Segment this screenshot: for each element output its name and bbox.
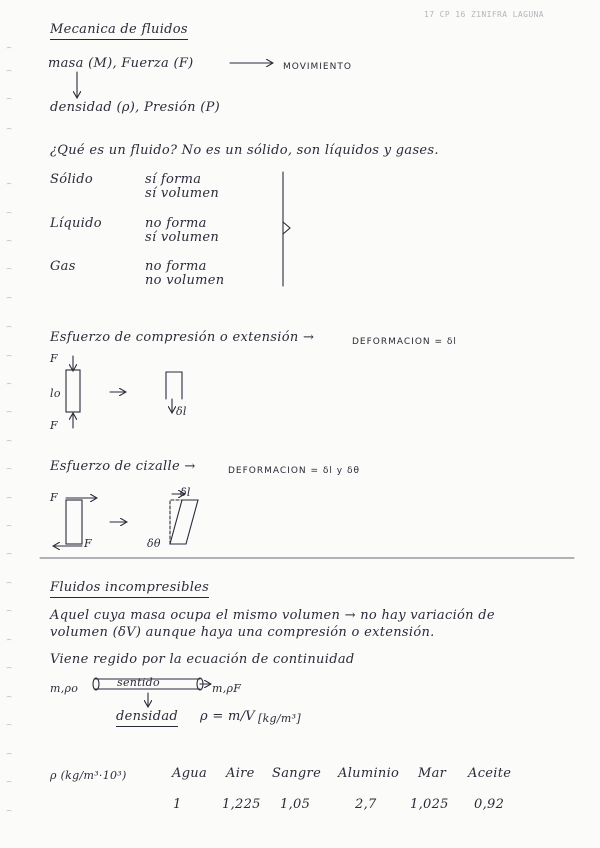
continuity-text: Viene regido por la ecuación de continuidad: [50, 652, 355, 667]
delta-l-label: δl: [180, 486, 191, 499]
table-cell: 0,92: [474, 797, 505, 812]
state-property: no forma: [145, 259, 207, 274]
table-column-header: Aceite: [468, 766, 512, 781]
bracket-tip: [283, 222, 290, 234]
density-formula: ρ = m/V: [200, 709, 255, 724]
density-pressure-text: densidad (ρ), Presión (P): [50, 100, 220, 115]
state-property: sí forma: [145, 172, 202, 187]
mass-force-text: masa (M), Fuerza (F): [48, 56, 194, 71]
page-reference: 17 CP 16 Z1NIFRA LAGUNA: [424, 10, 544, 19]
shear-heading: Esfuerzo de cizalle →: [50, 459, 196, 474]
mass-out-label: m,ρF: [212, 682, 242, 695]
incompressible-text: Aquel cuya masa ocupa el mismo volumen → no hay variación de: [50, 608, 495, 623]
table-cell: 1,025: [410, 797, 449, 812]
table-cell: 1,225: [222, 797, 261, 812]
shear-block: [66, 500, 82, 544]
force-label: F: [50, 419, 58, 432]
movement-label: MOVIMIENTO: [283, 62, 352, 72]
mass-in-label: m,ρo: [50, 682, 79, 695]
compression-heading: Esfuerzo de compresión o extensión →: [50, 330, 315, 345]
state-property: no forma: [145, 216, 207, 231]
state-property: no volumen: [145, 273, 225, 288]
tube-direction-label: sentido: [117, 676, 160, 689]
compression-deformation: DEFORMACION = δl: [352, 337, 457, 347]
page-title: Mecanica de fluidos: [50, 22, 188, 40]
shear-deformation: DEFORMACION = δl y δθ: [228, 466, 360, 476]
state-property: sí volumen: [145, 230, 220, 245]
state-property: sí volumen: [145, 186, 220, 201]
force-label: F: [84, 537, 92, 550]
force-label: F: [50, 352, 58, 365]
table-column-header: Aluminio: [338, 766, 400, 781]
state-name: Gas: [50, 259, 76, 274]
state-name: Sólido: [50, 172, 93, 187]
force-label: F: [50, 491, 58, 504]
compressed-block: [166, 372, 182, 399]
table-column-header: Mar: [418, 766, 447, 781]
sheared-block: [170, 500, 198, 544]
density-table-label: ρ (kg/m³·10³): [50, 769, 127, 782]
delta-theta-label: δθ: [147, 537, 161, 550]
table-column-header: Aire: [226, 766, 255, 781]
table-cell: 1,05: [280, 797, 311, 812]
state-name: Líquido: [50, 216, 102, 231]
compression-block: [66, 370, 80, 412]
fluid-question: ¿Qué es un fluido? No es un sólido, son líquidos y gases.: [50, 143, 439, 158]
density-units: [kg/m³]: [258, 712, 301, 725]
delta-l-label: δl: [176, 405, 187, 418]
density-word: densidad: [116, 709, 178, 727]
table-column-header: Sangre: [272, 766, 322, 781]
table-cell: 2,7: [355, 797, 377, 812]
incompressible-heading: Fluidos incompresibles: [50, 580, 209, 598]
table-column-header: Agua: [172, 766, 208, 781]
tube-inlet: [93, 678, 99, 690]
table-cell: 1: [173, 797, 182, 812]
incompressible-text: volumen (δV) aunque haya una compresión o extensión.: [50, 625, 435, 640]
length-label: lo: [50, 387, 61, 400]
